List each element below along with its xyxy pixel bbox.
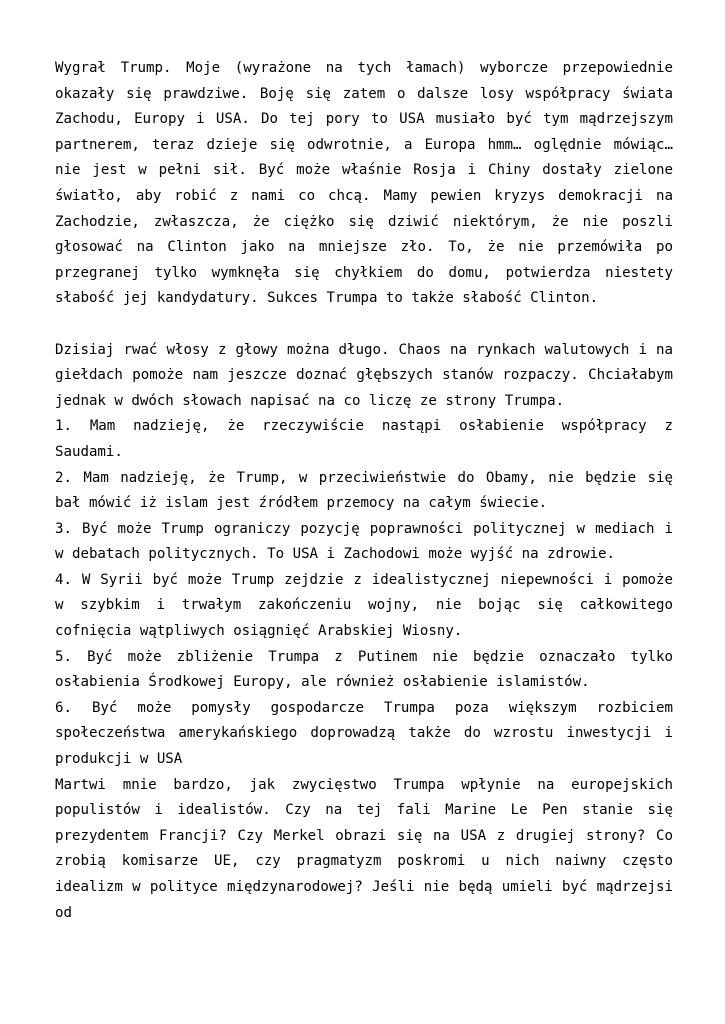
document-text-body	[55, 56, 673, 926]
paragraph-2: Dzisiaj rwać włosy z głowy można długo. Chaos na rynkach walutowych i na giełdach pomoże nam jeszcze doznać głębszych stanów rozpaczy. Chciałabym jednak w dwóch słowach napisać na co liczę ze strony Trumpa.	[55, 341, 673, 409]
list-item-1: 1. Mam nadzieję, że rzeczywiście nastąpi osłabienie współpracy z Saudami.	[55, 418, 673, 460]
list-item-5: 5. Być może zbliżenie Trumpa z Putinem nie będzie oznaczało tylko osłabienia Środkowej Europy, ale również osłabienie islamistów.	[55, 648, 673, 691]
list-item-6: 6. Być może pomysły gospodarcze Trumpa poza większym rozbiciem społeczeństwa amerykańskiego doprowadzą także do wzrostu inwestycji i produkcji w USA	[55, 699, 673, 768]
paragraph-1: Wygrał Trump. Moje (wyrażone na tych łamach) wyborcze przepowiednie okazały się prawdziwe. Boję się zatem o dalsze losy współpracy świata Zachodu, Europy i USA. Do tej pory to USA musiało być tym mądrzejszym partnerem, teraz dzieje się odwrotnie, a Europa hmm… oględnie mówiąc… nie jest w pełni sił. Być może właśnie Rosja i Chiny dostały zielone światło, aby robić z nami co chcą. Mamy pewien kryzys demokracji na Zachodzie, zwłaszcza, że ciężko się dziwić niektórym, że nie poszli głosować na Clinton jako na mniejsze zło. To, że nie przemówiła po przegranej tylko wymknęła się chyłkiem do domu, potwierdza niestety słabość jej kandydatury. Sukces Trumpa to także słabość Clinton.	[55, 60, 673, 307]
paragraph-3: Martwi mnie bardzo, jak zwycięstwo Trumpa wpłynie na europejskich populistów i idealistów. Czy na tej fali Marine Le Pen stanie się prezydentem Francji? Czy Merkel obrazi się na USA z drugiej strony? Co zrobią komisarze UE, czy pragmatyzm poskromi u nich naiwny często idealizm w polityce międzynarodowej? Jeśli nie będą umieli być mądrzejsi od	[55, 776, 673, 921]
list-item-3: 3. Być może Trump ograniczy pozycję poprawności politycznej w mediach i w debatach politycznych. To USA i Zachodowi może wyjść na zdrowie.	[55, 520, 673, 563]
paragraph-spacer	[55, 312, 673, 338]
list-item-2: 2. Mam nadzieję, że Trump, w przeciwieństwie do Obamy, nie będzie się bał mówić iż islam jest źródłem przemocy na całym świecie.	[55, 469, 673, 512]
list-item-4: 4. W Syrii być może Trump zejdzie z idealistycznej niepewności i pomoże w szybkim i trwałym zakończeniu wojny, nie bojąc się całkowitego cofnięcia wątpliwych osiągnięć Arabskiej Wiosny.	[55, 571, 673, 640]
